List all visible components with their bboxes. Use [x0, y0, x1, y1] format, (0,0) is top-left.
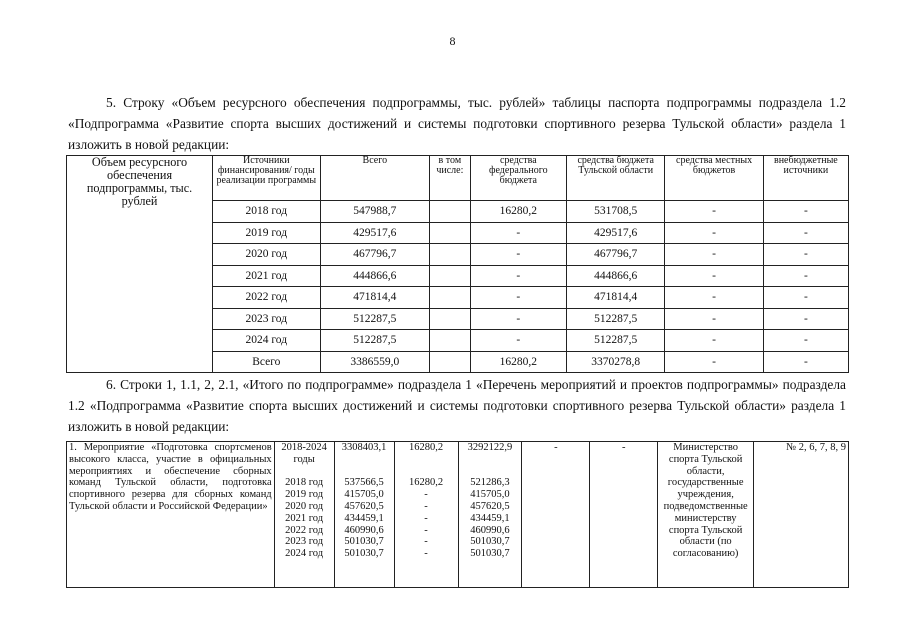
row-year: 2019 год	[213, 222, 321, 244]
paragraph-6: 6. Строки 1, 1.1, 2, 2.1, «Итого по подпрограмме» подраздела 1 «Перечень мероприятий и проектов подпрограммы» подраздела 1.2 «Подпрограмма «Развитие спорта высших достижений и системы подготовки спортивного резерва Тульской области» раздела 1 изложить в новой редакции:	[68, 377, 846, 434]
resource-label-cell: Объем ресурсного обеспечения подпрограммы, тыс. рублей	[67, 156, 213, 373]
value	[397, 454, 456, 466]
row-including	[430, 222, 471, 244]
row-local: -	[665, 330, 763, 352]
value: -	[424, 500, 428, 512]
value: 501030,7	[470, 536, 510, 548]
resource-table	[66, 155, 849, 373]
row-local: -	[665, 351, 763, 373]
row-regional: 512287,5	[566, 330, 664, 352]
local-cell: -	[522, 442, 590, 588]
row-extra: -	[763, 330, 848, 352]
year-label: 2018 год	[285, 477, 324, 489]
row-year: 2021 год	[213, 265, 321, 287]
row-year: 2023 год	[213, 308, 321, 330]
row-including	[430, 244, 471, 266]
row-local: -	[665, 265, 763, 287]
row-local: -	[665, 222, 763, 244]
value: 16280,2	[408, 442, 444, 453]
row-total: 547988,7	[320, 201, 430, 223]
row-local: -	[665, 201, 763, 223]
row-extra: -	[763, 201, 848, 223]
page-number: 8	[449, 34, 456, 48]
paragraph-5: 5. Строку «Объем ресурсного обеспечения подпрограммы, тыс. рублей» таблицы паспорта подпрограммы подраздела 1.2 «Подпрограмма «Развитие спорта высших достижений и системы подготовки спортивного резерва Тульской области» раздела 1 изложить в новой редакции:	[68, 95, 846, 152]
value: 501030,7	[344, 536, 384, 548]
row-year: 2022 год	[213, 287, 321, 309]
row-regional: 531708,5	[566, 201, 664, 223]
row-local: -	[665, 308, 763, 330]
row-regional: 429517,6	[566, 222, 664, 244]
row-year: 2018 год	[213, 201, 321, 223]
row-including	[430, 265, 471, 287]
col-header-federal: средства федерального бюджета	[470, 156, 566, 201]
value: 415705,0	[470, 489, 510, 501]
col-header-total: Всего	[320, 156, 430, 201]
row-extra: -	[763, 287, 848, 309]
row-including	[430, 351, 471, 373]
row-total: 512287,5	[320, 308, 430, 330]
value: 457620,5	[344, 500, 384, 512]
value	[337, 466, 392, 478]
federal-cell	[394, 442, 458, 588]
row-federal: 16280,2	[470, 201, 566, 223]
value: 415705,0	[344, 489, 384, 501]
value: 501030,7	[344, 548, 384, 560]
value: 537566,5	[344, 477, 384, 489]
row-local: -	[665, 244, 763, 266]
table-row	[67, 442, 849, 588]
row-year: 2020 год	[213, 244, 321, 266]
row-total: 3386559,0	[320, 351, 430, 373]
year-label	[277, 466, 332, 478]
row-total: 467796,7	[320, 244, 430, 266]
row-regional: 512287,5	[566, 308, 664, 330]
row-total: 471814,4	[320, 287, 430, 309]
event-description: 1. Мероприятие «Подготовка спортсменов высокого класса, участие в официальных мероприятиях и обеспечение сборных команд Тульской области, подготовка спортивного резерва для сборных команд Тульской области и Российской Федерации»	[67, 442, 275, 588]
row-regional: 467796,7	[566, 244, 664, 266]
row-federal: -	[470, 287, 566, 309]
value: 434459,1	[344, 512, 384, 524]
value: 3292122,9	[467, 442, 513, 453]
value: 457620,5	[470, 500, 510, 512]
value: -	[424, 536, 428, 548]
row-federal: -	[470, 265, 566, 287]
row-federal: 16280,2	[470, 351, 566, 373]
value: 501030,7	[470, 548, 510, 560]
regional-cell	[458, 442, 522, 588]
row-including	[430, 201, 471, 223]
row-extra: -	[763, 222, 848, 244]
year-label: 2024 год	[285, 548, 324, 560]
year-label: 2020 год	[285, 500, 324, 512]
row-including	[430, 287, 471, 309]
value: -	[424, 489, 428, 501]
value: -	[424, 512, 428, 524]
value: 460990,6	[470, 524, 510, 536]
row-extra: -	[763, 265, 848, 287]
row-regional: 444866,6	[566, 265, 664, 287]
extra-cell: -	[590, 442, 658, 588]
row-including	[430, 330, 471, 352]
row-total: 444866,6	[320, 265, 430, 287]
col-header-regional: средства бюджета Тульской области	[566, 156, 664, 201]
value	[461, 466, 520, 478]
row-local: -	[665, 287, 763, 309]
total-cell	[334, 442, 394, 588]
col-header-including: в том числе:	[430, 156, 471, 201]
value	[397, 466, 456, 478]
year-label: 2023 год	[285, 536, 324, 548]
row-federal: -	[470, 308, 566, 330]
value: 16280,2	[408, 477, 444, 489]
row-total: 429517,6	[320, 222, 430, 244]
value	[337, 454, 392, 466]
row-federal: -	[470, 330, 566, 352]
year-label: 2019 год	[285, 489, 324, 501]
row-extra: -	[763, 351, 848, 373]
value	[461, 454, 520, 466]
row-extra: -	[763, 308, 848, 330]
row-federal: -	[470, 244, 566, 266]
events-table	[66, 441, 849, 588]
row-including	[430, 308, 471, 330]
years-cell	[274, 442, 334, 588]
col-header-sources: Источники финансирования/ годы реализации программы	[213, 156, 321, 201]
value: 521286,3	[470, 477, 510, 489]
year-label: 2018-2024 годы	[281, 442, 327, 465]
row-regional: 471814,4	[566, 287, 664, 309]
value: 460990,6	[344, 524, 384, 536]
value: 434459,1	[470, 512, 510, 524]
col-header-extra: внебюджетные источники	[763, 156, 848, 201]
col-header-local: средства местных бюджетов	[665, 156, 763, 201]
indicators-cell: № 2, 6, 7, 8, 9	[754, 442, 849, 588]
row-year: Всего	[213, 351, 321, 373]
row-year: 2024 год	[213, 330, 321, 352]
year-label: 2021 год	[285, 512, 324, 524]
row-federal: -	[470, 222, 566, 244]
row-total: 512287,5	[320, 330, 430, 352]
year-label: 2022 год	[285, 524, 324, 536]
row-extra: -	[763, 244, 848, 266]
value: 3308403,1	[341, 442, 387, 453]
value: -	[424, 524, 428, 536]
value: -	[424, 548, 428, 560]
executor-cell: Министерство спорта Тульской области, государственные учреждения, подведомственные министерству спорта Тульской области (по согласованию)	[658, 442, 754, 588]
row-regional: 3370278,8	[566, 351, 664, 373]
